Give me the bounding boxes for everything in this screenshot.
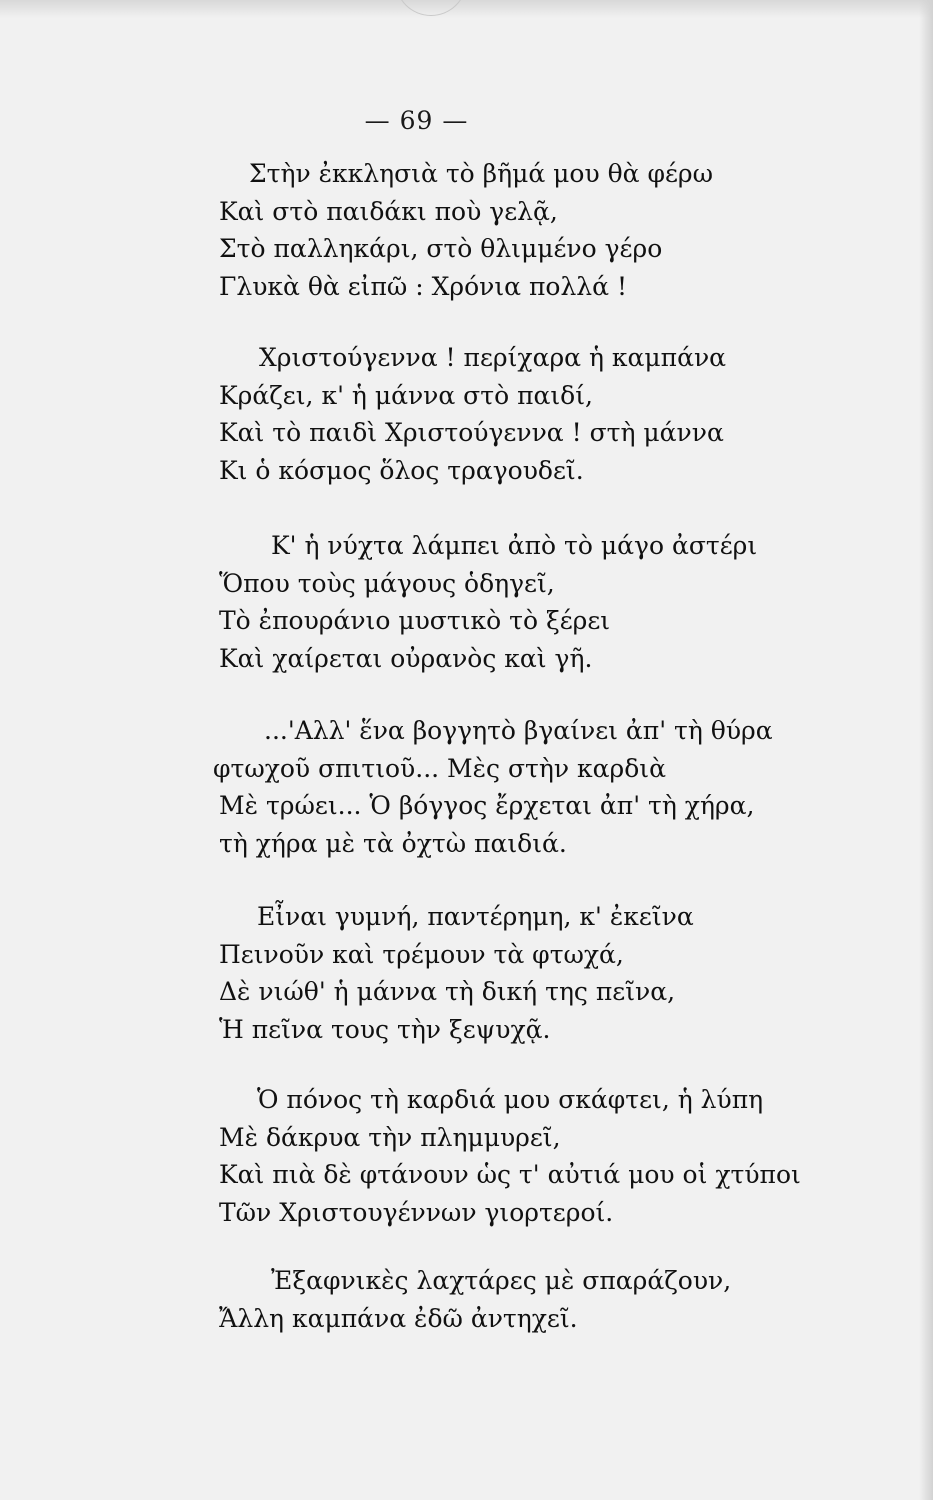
poem-line: Γλυκὰ θὰ εἰπῶ : Χρόνια πολλά ! [219, 272, 628, 302]
stanza-1 [219, 155, 713, 306]
poem-line: Κι ὁ κόσμος ὅλος τραγουδεῖ. [219, 456, 584, 486]
stanza-5 [219, 898, 694, 1049]
poem-line: Καὶ στὸ παιδάκι ποὺ γελᾷ, [219, 196, 558, 226]
poem-line: Καὶ χαίρεται οὐρανὸς καὶ γῆ. [219, 644, 593, 674]
poem-line: Κράζει, κ' ἡ μάννα στὸ παιδί, [219, 380, 593, 410]
poem-line: Ἡ πεῖνα τους τὴν ξεψυχᾷ. [219, 1015, 551, 1045]
stanza-7 [219, 1262, 731, 1337]
poem-line: Ἄλλη καμπάνα ἐδῶ ἀντηχεῖ. [219, 1303, 578, 1333]
poem-line: Δὲ νιώθ' ἡ μάννα τὴ δική της πεῖνα, [219, 977, 676, 1007]
stanza-6 [219, 1081, 801, 1232]
page-number: — 69 — [364, 106, 469, 135]
poem-line: Πεινοῦν καὶ τρέμουν τὰ φτωχά, [219, 939, 624, 969]
poem-line: Στὴν ἐκκλησιὰ τὸ βῆμά μου θὰ φέρω [249, 159, 714, 188]
stanza-4 [213, 712, 773, 863]
page-top-shadow [0, 0, 933, 18]
poem-line: τὴ χήρα μὲ τὰ ὀχτὼ παιδιά. [219, 829, 567, 859]
stanza-3 [219, 527, 757, 678]
poem-line: Μὲ δάκρυα τὴν πλημμυρεῖ, [219, 1122, 561, 1152]
poem-line: Τῶν Χριστουγέννων γιορτεροί. [219, 1198, 614, 1228]
poem-line: Εἶναι γυμνή, παντέρημη, κ' ἐκεῖνα [257, 902, 694, 931]
poem-line: ...'Αλλ' ἕνα βογγητὸ βγαίνει ἀπ' τὴ θύρα [264, 716, 773, 745]
poem-line: Καὶ πιὰ δὲ φτάνουν ὡς τ' αὐτιά μου οἱ χτύποι [219, 1160, 801, 1190]
poem-line: Κ' ἡ νύχτα λάμπει ἀπὸ τὸ μάγο ἀστέρι [271, 531, 758, 560]
poem-line: Ἐξαφνικὲς λαχτάρες μὲ σπαράζουν, [271, 1266, 732, 1295]
page-right-shadow [919, 0, 933, 1500]
poem-line: Ὅπου τοὺς μάγους ὁδηγεῖ, [219, 568, 555, 598]
poem-line: Τὸ ἐπουράνιο μυστικὸ τὸ ξέρει [219, 606, 611, 636]
poem-line: Στὸ παλληκάρι, στὸ θλιμμένο γέρο [219, 234, 663, 264]
poem-line: Καὶ τὸ παιδὶ Χριστούγεννα ! στὴ μάννα [219, 418, 724, 448]
poem-line: φτωχοῦ σπιτιοῦ... Μὲς στὴν καρδιὰ [213, 753, 666, 783]
stanza-2 [219, 339, 726, 490]
poem-line: Ὁ πόνος τὴ καρδιά μου σκάφτει, ἡ λύπη [257, 1085, 764, 1114]
poem-line: Μὲ τρώει... Ὁ βόγγος ἔρχεται ἀπ' τὴ χήρα, [219, 791, 755, 821]
poem-line: Χριστούγεννα ! περίχαρα ἡ καμπάνα [259, 343, 727, 372]
